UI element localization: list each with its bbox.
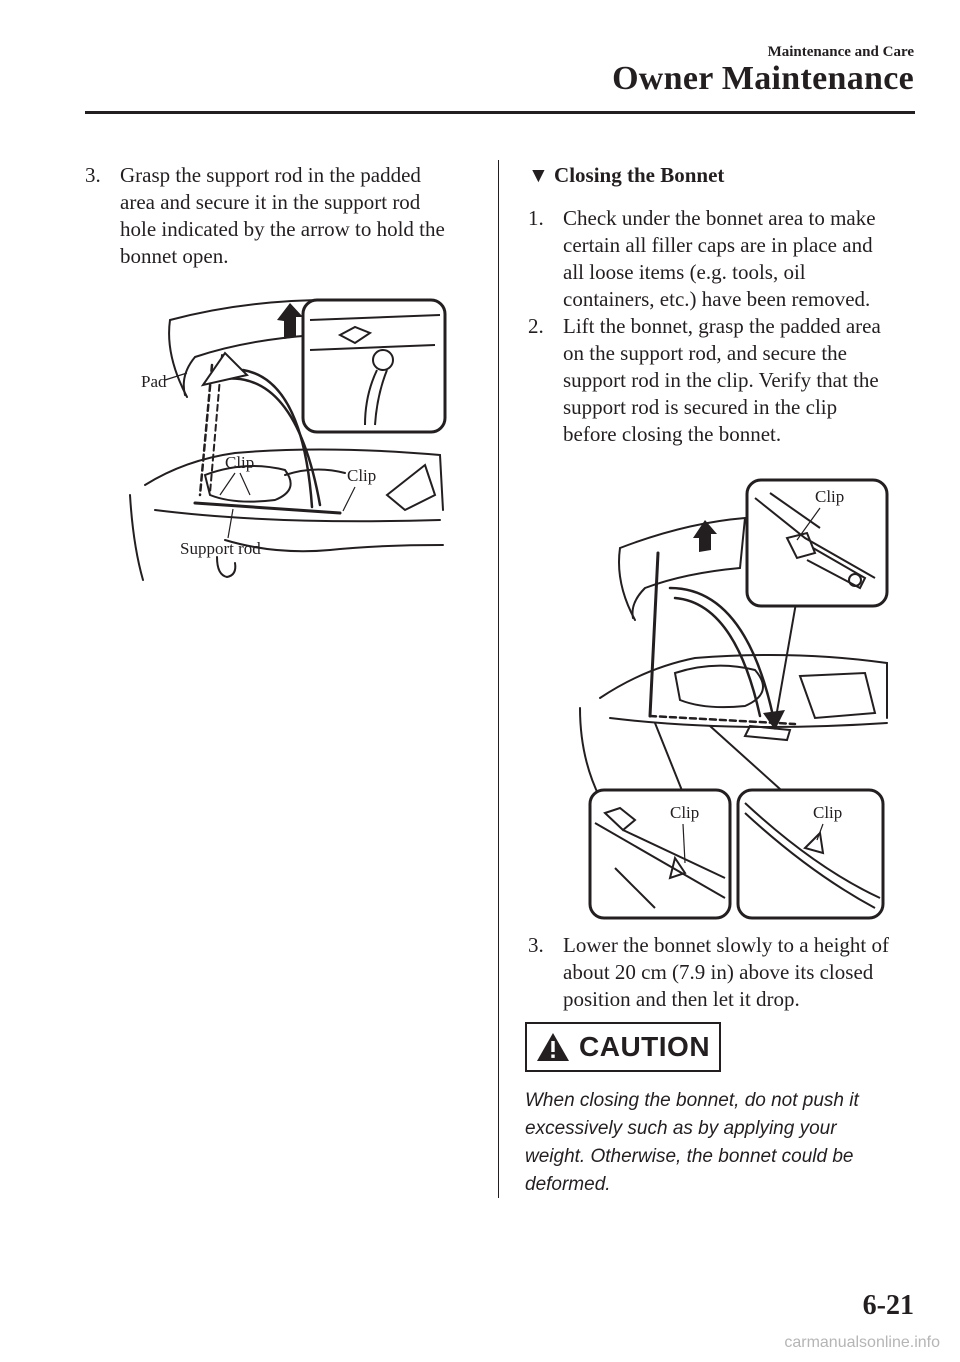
warning-triangle-icon (535, 1031, 571, 1063)
step-line: area and secure it in the support rod (120, 190, 421, 214)
caution-box (525, 1022, 721, 1072)
step-line: containers, etc.) have been removed. (563, 287, 871, 311)
label-support-rod: Support rod (180, 539, 261, 558)
closing-bonnet-heading (528, 163, 724, 188)
section-marker-icon: ▼ (528, 163, 549, 187)
section-heading: Owner Maintenance (612, 60, 914, 97)
label-clip-top: Clip (815, 487, 845, 506)
page-number: 6-21 (862, 1290, 914, 1321)
right-step-1 (528, 205, 928, 313)
step-line: before closing the bonnet. (563, 422, 782, 446)
label-pad: Pad (141, 372, 167, 391)
step-line: certain all filler caps are in place and (563, 233, 873, 257)
step-line: Lower the bonnet slowly to a height of (563, 933, 890, 957)
caution-line: When closing the bonnet, do not push it (525, 1090, 859, 1111)
step-line: support rod is secured in the clip (563, 395, 838, 419)
step-line: all loose items (e.g. tools, oil (563, 260, 806, 284)
step-line: bonnet open. (120, 244, 229, 268)
label-clip-left: Clip (670, 803, 700, 822)
label-clip-b: Clip (347, 466, 377, 485)
step-line: on the support rod, and secure the (563, 341, 848, 365)
step-number: 1. (528, 206, 544, 230)
inset-frame-bottom-left (590, 790, 730, 918)
step-number: 3. (85, 163, 101, 187)
caution-line: weight. Otherwise, the bonnet could be (525, 1146, 854, 1167)
chapter-title: Maintenance and Care (767, 44, 914, 60)
step-line: about 20 cm (7.9 in) above its closed (563, 960, 874, 984)
step-number: 2. (528, 314, 544, 338)
section-title-text: Closing the Bonnet (554, 163, 725, 187)
step-line: hole indicated by the arrow to hold the (120, 217, 445, 241)
step-line: Lift the bonnet, grasp the padded area (563, 314, 881, 338)
watermark: carmanualsonline.info (784, 1334, 940, 1351)
caution-line: deformed. (525, 1174, 611, 1195)
header-rule (85, 111, 915, 114)
column-divider (498, 160, 499, 1198)
step-line: position and then let it drop. (563, 987, 800, 1011)
closing-bonnet-illustration (575, 478, 895, 923)
inset-frame-bottom-right (738, 790, 883, 918)
left-step-3 (85, 162, 485, 270)
label-clip-right: Clip (813, 803, 843, 822)
caution-text (525, 1087, 905, 1199)
step-line: Grasp the support rod in the padded (120, 163, 421, 187)
step-line: Check under the bonnet area to make (563, 206, 876, 230)
right-step-3 (528, 932, 928, 1013)
label-clip-a: Clip (225, 453, 255, 472)
caution-line: excessively such as by applying your (525, 1118, 837, 1139)
step-number: 3. (528, 933, 544, 957)
step-line: support rod in the clip. Verify that the (563, 368, 879, 392)
caution-label: CAUTION (579, 1031, 711, 1062)
right-step-2 (528, 313, 928, 448)
support-rod-illustration (125, 295, 455, 590)
